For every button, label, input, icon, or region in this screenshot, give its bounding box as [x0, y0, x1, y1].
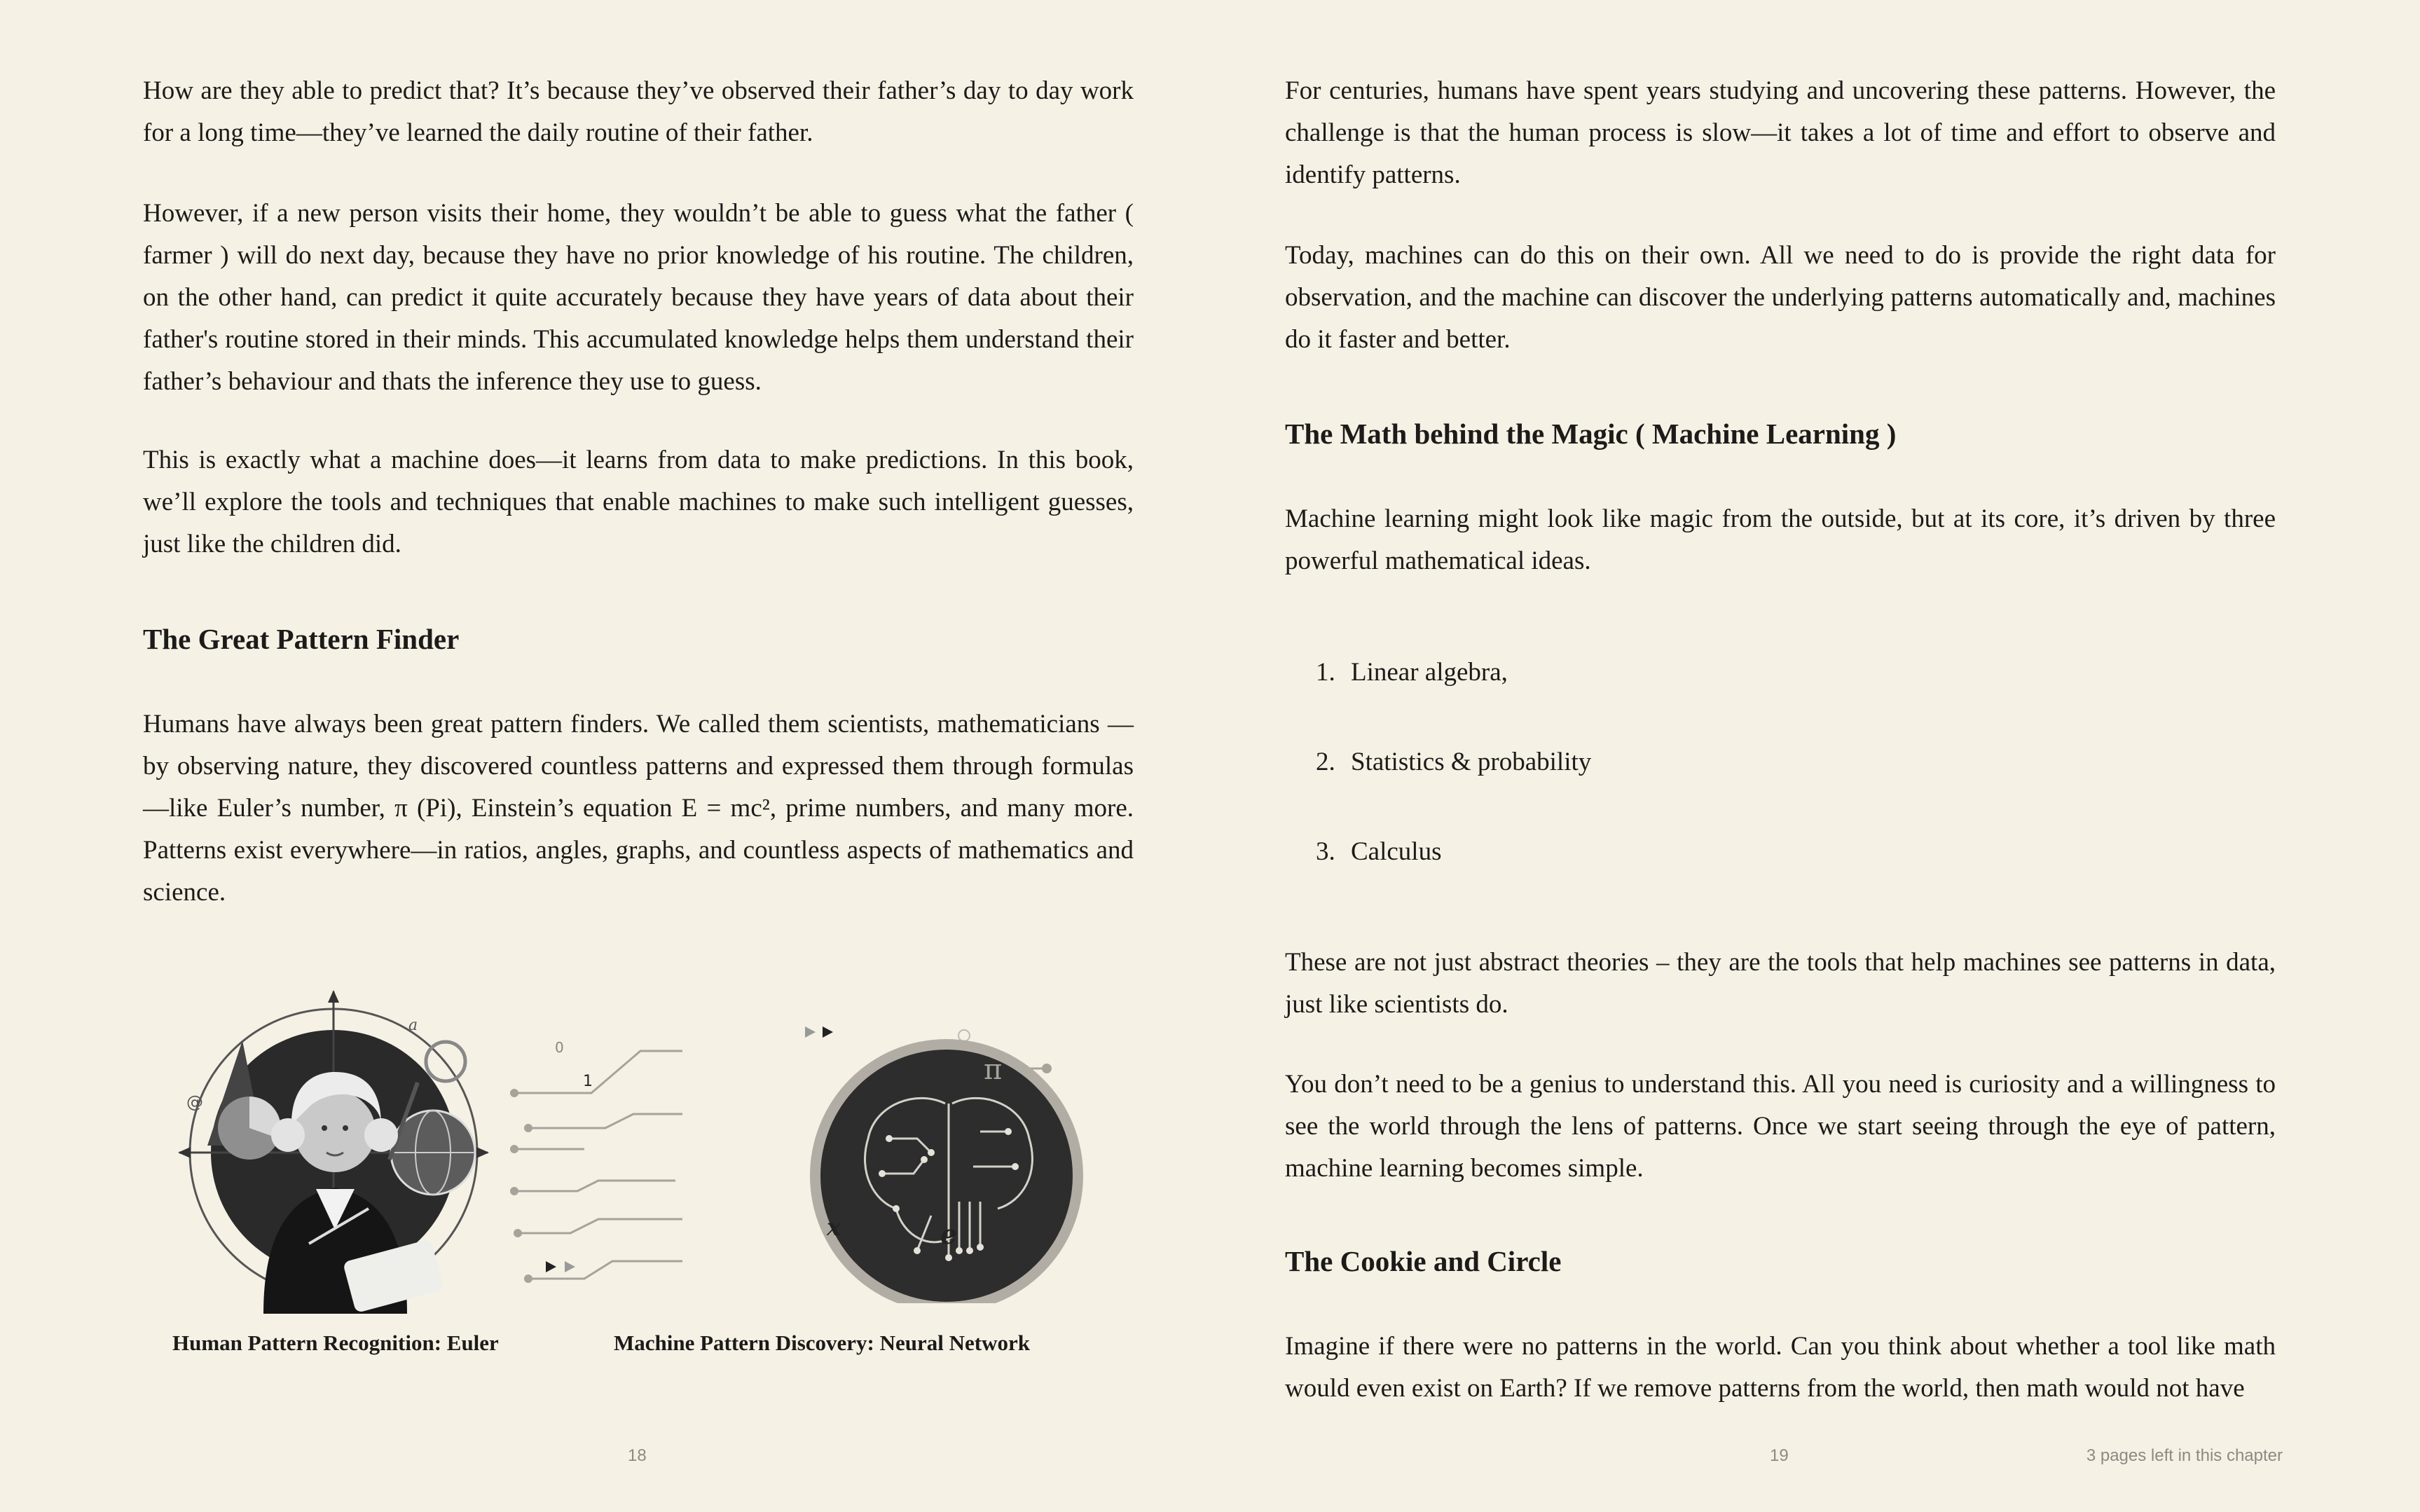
math-intro-paragraph: Machine learning might look like magic from the outside, but at its core, it’s driven by three powerful mathematical ideas.	[1285, 504, 2276, 575]
right-page	[1285, 0, 2276, 1512]
right-paragraph-1: For centuries, humans have spent years studying and uncovering these patterns. However, the challenge is that the human process is slow—it takes a lot of time and effort to observe and identify patterns.	[1285, 76, 2276, 189]
neural-network-illustration	[500, 1009, 1145, 1303]
list-item: 1. Linear algebra,	[1316, 658, 1508, 687]
heading-math-behind-magic: The Math behind the Magic ( Machine Learning )	[1285, 418, 1897, 450]
right-paragraph-4: You don’t need to be a genius to understand this. All you need is curiosity and a willingness to see the world through the lens of patterns. Once we start seeing through the eye of pattern, machine learning becomes simple.	[1285, 1070, 2276, 1183]
digit-zero-symbol: 0	[555, 1039, 564, 1056]
list-item: 3. Calculus	[1316, 837, 1442, 866]
left-page-number: 18	[628, 1446, 647, 1465]
heading-cookie-circle: The Cookie and Circle	[1285, 1245, 1562, 1277]
pi-symbol: π	[984, 1054, 1003, 1086]
digit-one-symbol: 1	[583, 1073, 593, 1090]
svg-text:a: a	[408, 1017, 418, 1034]
heading-pattern-finder: The Great Pattern Finder	[143, 623, 460, 655]
figure-caption-euler: Human Pattern Recognition: Euler	[172, 1331, 499, 1355]
right-page-number: 19	[1770, 1446, 1789, 1465]
cookie-paragraph: Imagine if there were no patterns in the world. Can you think about whether a tool like math would even exist on Earth? If we remove patterns from the world, then math would not have	[1285, 1332, 2276, 1403]
left-page	[143, 0, 1134, 1512]
chapter-progress-status: 3 pages left in this chapter	[2086, 1446, 2283, 1465]
e-symbol: e	[940, 1218, 958, 1250]
paragraph-3: This is exactly what a machine does—it learns from data to make predictions. In this book, we’ll explore the tools and techniques that enable machines to make such intelligent guesses, just like the children did.	[143, 446, 1134, 558]
figure-caption-neural-network: Machine Pattern Discovery: Neural Network	[614, 1331, 1030, 1355]
paragraph-1: How are they able to predict that? It’s because they’ve observed their father’s day to day work for a long time—they’ve learned the daily routine of their father.	[143, 76, 1134, 147]
pattern-paragraph: Humans have always been great pattern finders. We called them scientists, mathematicians — by observing nature, they discovered countless patterns and expressed them through formulas—like Euler’s number, π (Pi), Einstein’s equation E = mc², prime numbers, and many more. Patterns exist everywhere—in ratios, angles, graphs, and countless aspects of mathematics and science.	[143, 710, 1134, 907]
x-symbol: x	[827, 1214, 841, 1242]
paragraph-2: However, if a new person visits their home, they wouldn’t be able to guess what the father ( farmer ) will do next day, because they have no prior knowledge of his routine. The children, on the other hand, can predict it quite accurately because they have years of data about their father's routine stored in their minds. This accumulated knowledge helps them understand their father’s behaviour and thats the inference they use to guess.	[143, 199, 1134, 396]
svg-text:@: @	[186, 1092, 203, 1112]
right-paragraph-3: These are not just abstract theories – they are the tools that help machines see patterns in data, just like scientists do.	[1285, 948, 2276, 1019]
list-item: 2. Statistics & probability	[1316, 748, 1592, 776]
right-paragraph-2: Today, machines can do this on their own. All we need to do is provide the right data for observation, and the machine can discover the underlying patterns automatically and, machines do it faster and better.	[1285, 241, 2276, 354]
euler-illustration	[158, 984, 523, 1321]
